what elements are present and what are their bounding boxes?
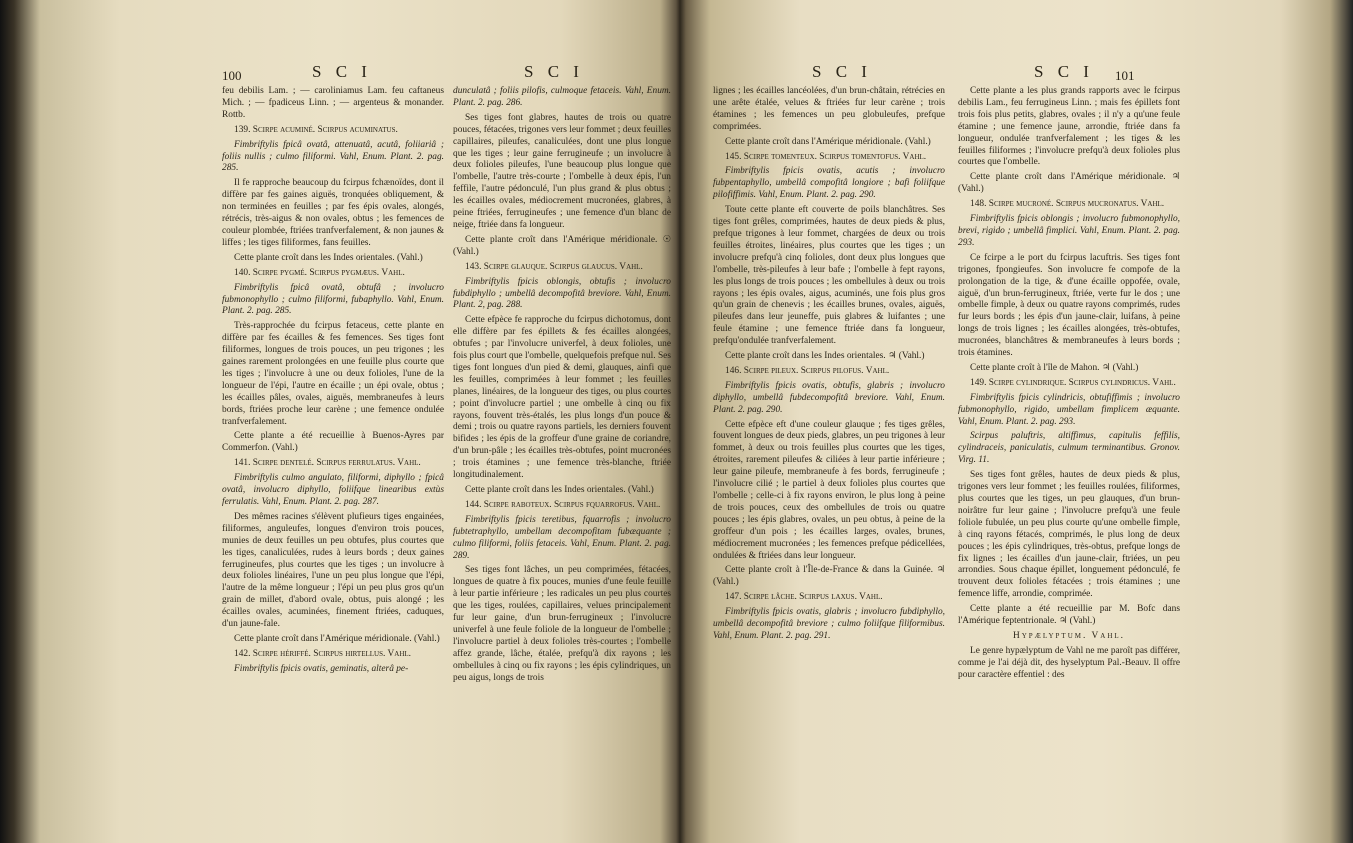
text-block: lignes ; les écailles lancéolées, d'un brun-châtain, rétrécies en une arête étalée, velues & ftriées fur leur carène ; trois étamines ; les femences un peu globuleufes, prefque comprimées. [713,86,945,132]
latin-diagnosis: Fimbriftylis fpicis ovatis, glabris ; involucro fubdiphyllo, umbellâ decompofitâ breviore ; culmo foliifque filiformibus. Vahl, Enum. Plant. 2. pag. 291. [713,607,945,641]
column-3 [713,86,945,646]
text-block: Cette efpèce fe rapproche du fcirpus dichotomus, dont elle diffère par fes épillets & fes écailles alongées, obtufes ; par l'involucre univerfel, à deux folioles, une fois plus court que l'ombelle, quelquefois prefque nul. Ses tiges font longues d'un pied & demi, glauques, ainfi que les feuilles, comprimées à leur fommet ; les feuilles planes, linéaires, de la longueur des tiges, ou plus courtes ; point d'involucre partiel ; une ombelle à cinq ou fix rayons, fouvent très-étalés, les plus longs d'un pouce & demi ; trois ou quatre rayons partiels, les derniers fouvent bifides ; les épis de la groffeur d'une graine de coriandre, d'un brun-pâle ; les écailles très-obtufes, point mucronées ; trois étamines ; une femence très-blanche, ftriée longitudinalement. [453,315,671,481]
latin-diagnosis: Fimbriftylis culmo angulato, filiformi, diphyllo ; fpicâ ovatâ, involucro diphyllo, foliifque linearibus extùs ferrulatis. Vahl, Enum. Plant. 2. pag. 287. [222,473,444,507]
latin-diagnosis: Fimbriftylis fpicâ ovatâ, attenuatâ, acutâ, foliiariâ ; foliis nullis ; culmo filiformi. Vahl, Enum. Plant. 2. pag. 285. [222,139,444,174]
latin-diagnosis: Fimbriftylis fpicis oblongis, obtufis ; involucro fubdiphyllo ; umbellâ decompofitâ breviore. Vahl, Enum. Plant. 2, pag. 288. [453,276,671,311]
entry-heading: 140. Scirpe pygmé. Scirpus pygmæus. Vahl. [234,267,405,278]
text-block: Cette efpèce eft d'une couleur glauque ; fes tiges grêles, fouvent longues de deux pieds, glabres, un peu trigones à leur fommet, à deux ou trois feuilles plus courtes que les tiges, étroites, rarement pileufes & ciliées à leur partie inférieure ; leur gaine pileufe, membraneufe à fes bords, ferrugineufe ; l'involucre cilié ; le partiel à deux folioles plus courtes que l'ombelle ; celle-ci à fix rayons environ, le plus long à peine de trois pouces, ceux des ombellules de trois ou quatre pouces ; les épis glabres, ovales, un peu obtus, à peine de la groffeur d'un pois ; les écailles larges, ovales, brunes, médiocrement mucronées ; les femences prefque pédicellées, ondulées & ftriées dans leur longueur. [713,419,945,561]
entry-heading: 143. Scirpe glauque. Scirpus glaucus. Vahl. [465,261,643,272]
text-block: Cette plante croît dans l'Amérique méridionale. ♃ (Vahl.) [958,172,1180,195]
text-block: Cette plante croît dans les Indes orientales. (Vahl.) [465,485,654,495]
entry-heading: 141. Scirpe dentelé. Scirpus ferrulatus. Vahl. [234,458,421,469]
text-block: Cette plante croît dans l'Amérique méridionale. (Vahl.) [234,633,440,644]
entry-heading: 139. Scirpe acuminé. Scirpus acuminatus. [234,124,398,135]
text-block: Ses tiges font grêles, hautes de deux pieds & plus, trigones vers leur fommet ; les feuilles roulées, filiformes, plus courtes que les tiges, un peu glauques, d'un brun-noirâtre fur leur gaine ; l'involucre prefqu'à une feule foliole fubulée, un peu plus courte qu'une ombelle fimple, à cinq rayons fétacés, comprimés, le plus long de deux pouces ; les épis cylindriques, très-obtus, prefque longs de fix lignes ; les écailles d'un jaune-clair, ftriées, un peu arrondies. Sous chaque épillet, longuement pédonculé, fe trouvent deux folioles fétacées ; trois étamines ; une femence liffe, arrondie, comprimée. [958,470,1180,600]
text-block: Cette plante croît dans les Indes orientales. ♃ (Vahl.) [725,351,925,362]
latin-diagnosis: Fimbriftylis fpicis cylindricis, obtufiffimis ; involucro fubmonophyllo, rigido, umbellam fimplicem æquante. Vahl, Enum. Plant. 2. pag. 293. [958,392,1180,427]
text-block: Il fe rapproche beaucoup du fcirpus fchænoïdes, dont il diffère par fes gaines aiguës, tronquées obliquement, & non terminées en feuilles ; par fes épis ovales, alongés, rétrécis, très-aigus & non ovales, obtus ; les femences de couleur plombée, ftriées tranfverfalement, & non jaunes & liffes ; les tiges filiformes, fans feuilles. [222,178,444,248]
synonym: Scirpus paluftris, altiffimus, capitulis feffilis, cylindraceis, paniculatis, culmum terminantibus. Gronov. Virg. 11. [958,431,1180,466]
entry-heading: 146. Scirpe pileux. Scirpus pilofus. Vahl. [725,365,890,376]
text-block: Cette plante croît dans l'Amérique méridionale. (Vahl.) [725,136,931,147]
text-block: Cette plante croît à l'Île-de-France & dans la Guinée. ♃ (Vahl.) [713,565,945,588]
column-1 [222,86,444,679]
entry-heading: 147. Scirpe lâche. Scirpus laxus. Vahl. [725,592,883,603]
genus-heading: Hypælyptum. Vahl. [1012,630,1126,641]
text-block: Ses tiges font glabres, hautes de trois ou quatre pouces, fétacées, trigones vers leur fommet ; deux feuilles capillaires, pileufes, canaliculées, dont une plus longue que les tiges ; leur gaine ferrugineufe ; un involucre à deux folioles pileufes, l'une beaucoup plus longue que l'ombelle, l'autre très-courte ; l'ombelle à deux épis, l'un feffile, l'autre pédonculé, l'un plus grand & plus obtus ; les écailles ovales, médiocrement mucronées, glabres, à peine ftriées, ferrugineufes ; une femence d'un blanc de neige, ftriée dans fa longueur. [453,112,671,230]
text-block: Cette plante a été recueillie à Buenos-Ayres par Commerfon. (Vahl.) [222,431,444,454]
latin-diagnosis: Fimbriftylis fpicis teretibus, fquarrofis ; involucro fubtetraphyllo, umbellam decompofitam fubæquante ; culmo filiformi, foliis fetaceis. Vahl, Enum. Plant. 2. pag. 289. [453,514,671,561]
latin-diagnosis: dunculatâ ; foliis pilofis, culmoque fetaceis. Vahl, Enum. Plant. 2. pag. 286. [453,86,671,108]
page-number-right: 101 [1115,68,1135,83]
text-block: Cette plante a été recueillie par M. Bofc dans l'Amérique feptentrionale. ♃ (Vahl.) [958,604,1180,627]
entry-heading: 144. Scirpe raboteux. Scirpus fquarrofus. Vahl. [465,499,661,510]
text-block: Très-rapprochée du fcirpus fetaceus, cette plante en diffère par fes écailles & fes femences. Ses tiges font filiformes, longues de trois pouces, un peu trigones ; les gaines rarement prolongées en une feuille plus courte que les tiges ; l'involucre à une ou deux folioles, l'une de la longueur de l'épi, l'autre en écaille ; un épi ovale, obtus ; les écailles pâles, ovales, aiguës, membraneufes à leurs bords, ftriées proche leur carène ; une femence ondulée tranfverfalement. [222,321,444,427]
text-block: Cette plante croît dans l'Amérique méridionale. ☉ (Vahl.) [453,234,671,257]
latin-diagnosis: Fimbriftylis fpicâ ovatâ, obtufâ ; involucro fubmonophyllo ; culmo filiformi, fubaphyllo. Vahl, Enum. Plant. 2. pag. 285. [222,282,444,317]
entry-heading: 148. Scirpe mucroné. Scirpus mucronatus. Vahl. [970,199,1165,210]
text-block: Ce fcirpe a le port du fcirpus lacuftris. Ses tiges font trigones, fpongieufes. Son involucre fe compofe de la prolongation de la tige, & d'une écaille oppofée, ovale, aiguë, d'un brun-ferrugineux, ftriée, verte fur le dos ; une ombelle fimple, à deux ou quatre rayons comprimés, rudes fur leurs bords ; les épis d'un jaune-clair, luifans, à peine longs de trois lignes ; les écailles alongées, très-obtufes, mucronées, blanchâtres & membraneufes à leurs bords ; trois étamines. [958,252,1180,359]
entry-heading: 142. Scirpe hériffé. Scirpus hirtellus. Vahl. [234,648,411,659]
text-block: Cette plante a les plus grands rapports avec le fcirpus debilis Lam., feu ferrugineus Linn. ; mais fes épillets font trois fois plus petits, glabres, ovales ; il n'y a qu'une feule étamine ; une femence jaune, arrondie, ftriée dans fa longueur, ondulée tranfverfalement ; les tiges & les feuilles filiformes ; l'involucre prefqu'à deux folioles plus courtes que l'ombelle. [958,86,1180,168]
running-header-mid: S C I [524,62,584,81]
text-block: Des mêmes racines s'élèvent plufieurs tiges engainées, filiformes, anguleufes, longues d'environ trois pouces, munies de deux feuilles un peu obtufes, plus courtes que les tiges, canaliculées, rudes à leurs bords ; deux gaines ferrugineufes, plus courtes que les tiges ; un involucre à deux folioles linéaires, l'une un peu plus longue que l'épi, l'autre de la même longueur ; l'épi un peu plus gros qu'un grain de millet, d'abord ovale, obtus, puis alongé ; les écailles ovales, acuminées, finement ftriées, caduques, d'un jaune-fale. [222,511,444,630]
text-block: Le genre hypælyptum de Vahl ne me paroît pas différer, comme je l'ai déjà dit, des hyselyptum Pal.-Beauv. Il offre pour caractère effentiel : des [958,645,1180,680]
running-header-right: S C I [1034,62,1094,81]
text-block: Cette plante croît dans les Indes orientales. (Vahl.) [234,252,423,263]
latin-diagnosis: Fimbriftylis fpicis ovatis, acutis ; involucro fubpentaphyllo, umbellâ compofitâ longiore ; bafi foliifque pilofiffimis. Vahl, Enum. Plant. 2. pag. 290. [713,166,945,201]
latin-diagnosis: Fimbriftylis fpicis ovatis, geminatis, alterâ pe- [234,663,409,674]
latin-diagnosis: Fimbriftylis fpicis ovatis, obtufis, glabris ; involucro diphyllo, umbellâ fubdecompofitâ breviore. Vahl, Enum. Plant. 2. pag. 290. [713,380,945,415]
text-block: Cette plante croît à l'île de Mahon. ♃ (Vahl.) [970,362,1139,373]
text-block: feu debilis Lam. ; — caroliniamus Lam. feu caftaneus Mich. ; — fpadiceus Linn. ; — argenteus & monander. Rottb. [222,86,444,120]
running-header-left: S C I [312,62,372,81]
running-header-right-a: S C I [812,62,872,81]
column-4 [958,86,1180,685]
page-number-left: 100 [222,68,242,83]
text-block: Toute cette plante eft couverte de poils blanchâtres. Ses tiges font grêles, comprimées, hautes de deux pieds & plus, prefque trigones à leur fommet, chargées de deux ou trois feuilles étroites, linéaires, plus courtes que les tiges ; un involucre prefqu'à cinq folioles, dont deux plus longues que l'ombelle, très-pileufes à leur bafe ; l'ombelle à fept rayons, les plus longs de trois pouces ; les ombellules à deux ou trois rayons ; les épis ovales, aigus, acuminés, une fois plus gros qu'un grain de chenevis ; les écailles brunes, ovales, aiguës, pileufes dans leur jeuneffe, puis glabres & luifantes ; une feule étamine ; une femence ftriée dans fa longueur, prefqu'ondulée tranfverfalement. [713,205,945,347]
entry-heading: 149. Scirpe cylindrique. Scirpus cylindricus. Vahl. [970,377,1176,388]
latin-diagnosis: Fimbriftylis fpicis oblongis ; involucro fubmonophyllo, brevi, rigido ; umbellâ fimplici. Vahl, Enum. Plant. 2. pag. 293. [958,214,1180,248]
entry-heading: 145. Scirpe tomenteux. Scirpus tomentofus. Vahl. [725,151,927,162]
column-2 [453,86,671,688]
text-block: Ses tiges font lâches, un peu comprimées, fétacées, longues de quatre à fix pouces, munies d'une feule feuille à leur partie inférieure ; les radicales un peu plus courtes que les tiges, roulées, capillaires, velues principalement fur leur gaine, d'un brun-ferrugineux ; l'involucre univerfel à une feule foliole de la longueur de l'ombelle ; l'involucre partiel à deux folioles très-courtes ; l'ombelle affez grande, lâche, étalée, prefqu'à dix rayons ; les ombellules à cinq ou fix rayons ; les épis cylindriques, un peu aigus, longs de trois [453,565,671,683]
